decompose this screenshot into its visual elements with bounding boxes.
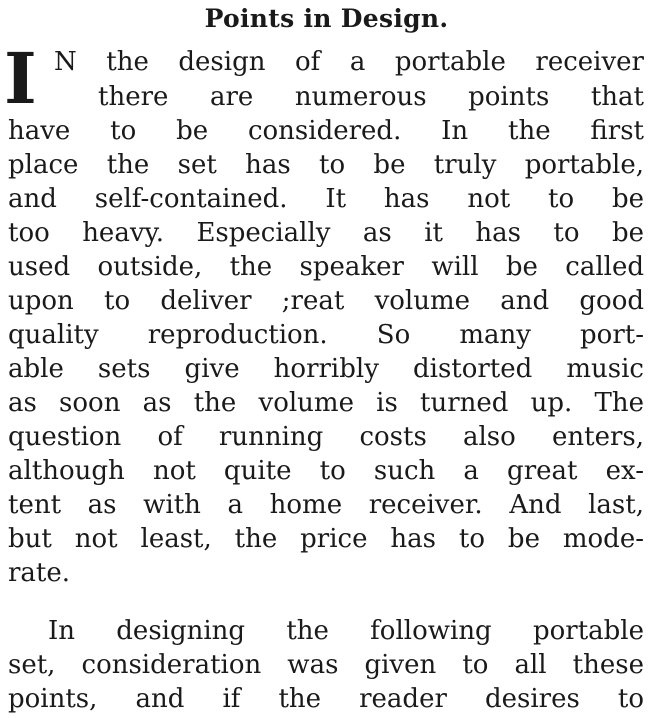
paragraph-1-first-line: N the design of a portable receiver <box>54 47 644 77</box>
paragraph-1-line: quality reproduction. So many port- <box>8 320 644 350</box>
paragraph-2-line: points, and if the reader desires to <box>8 684 644 714</box>
paragraph-2-line: set, consideration was given to all these <box>8 650 644 680</box>
drop-cap: I <box>4 37 37 120</box>
paragraph-1-line: although not quite to such a great ex- <box>8 456 644 486</box>
paragraph-1-line: rate. <box>8 558 71 588</box>
paragraph-1-line: able sets give horribly distorted music <box>8 354 644 384</box>
paragraph-2-line: In designing the following portable <box>48 616 644 646</box>
article-heading: Points in Design. <box>204 4 449 33</box>
paragraph-1-line: tent as with a home receiver. And last, <box>8 490 644 520</box>
paragraph-1-line: and self-contained. It has not to be <box>8 184 644 214</box>
paragraph-1-line: have to be considered. In the first <box>8 116 644 146</box>
paragraph-1-line: but not least, the price has to be mode- <box>8 524 644 554</box>
paragraph-1-line: place the set has to be truly portable, <box>8 150 644 180</box>
paragraph-1-line: too heavy. Especially as it has to be <box>8 218 644 248</box>
paragraph-1-line: as soon as the volume is turned up. The <box>8 388 644 418</box>
paragraph-1-line: there are numerous points that <box>98 82 644 112</box>
paragraph-1-line: upon to deliver ;reat volume and good <box>8 286 644 316</box>
paragraph-1-line: question of running costs also enters, <box>8 422 644 452</box>
paragraph-1-line: used outside, the speaker will be called <box>8 252 644 282</box>
